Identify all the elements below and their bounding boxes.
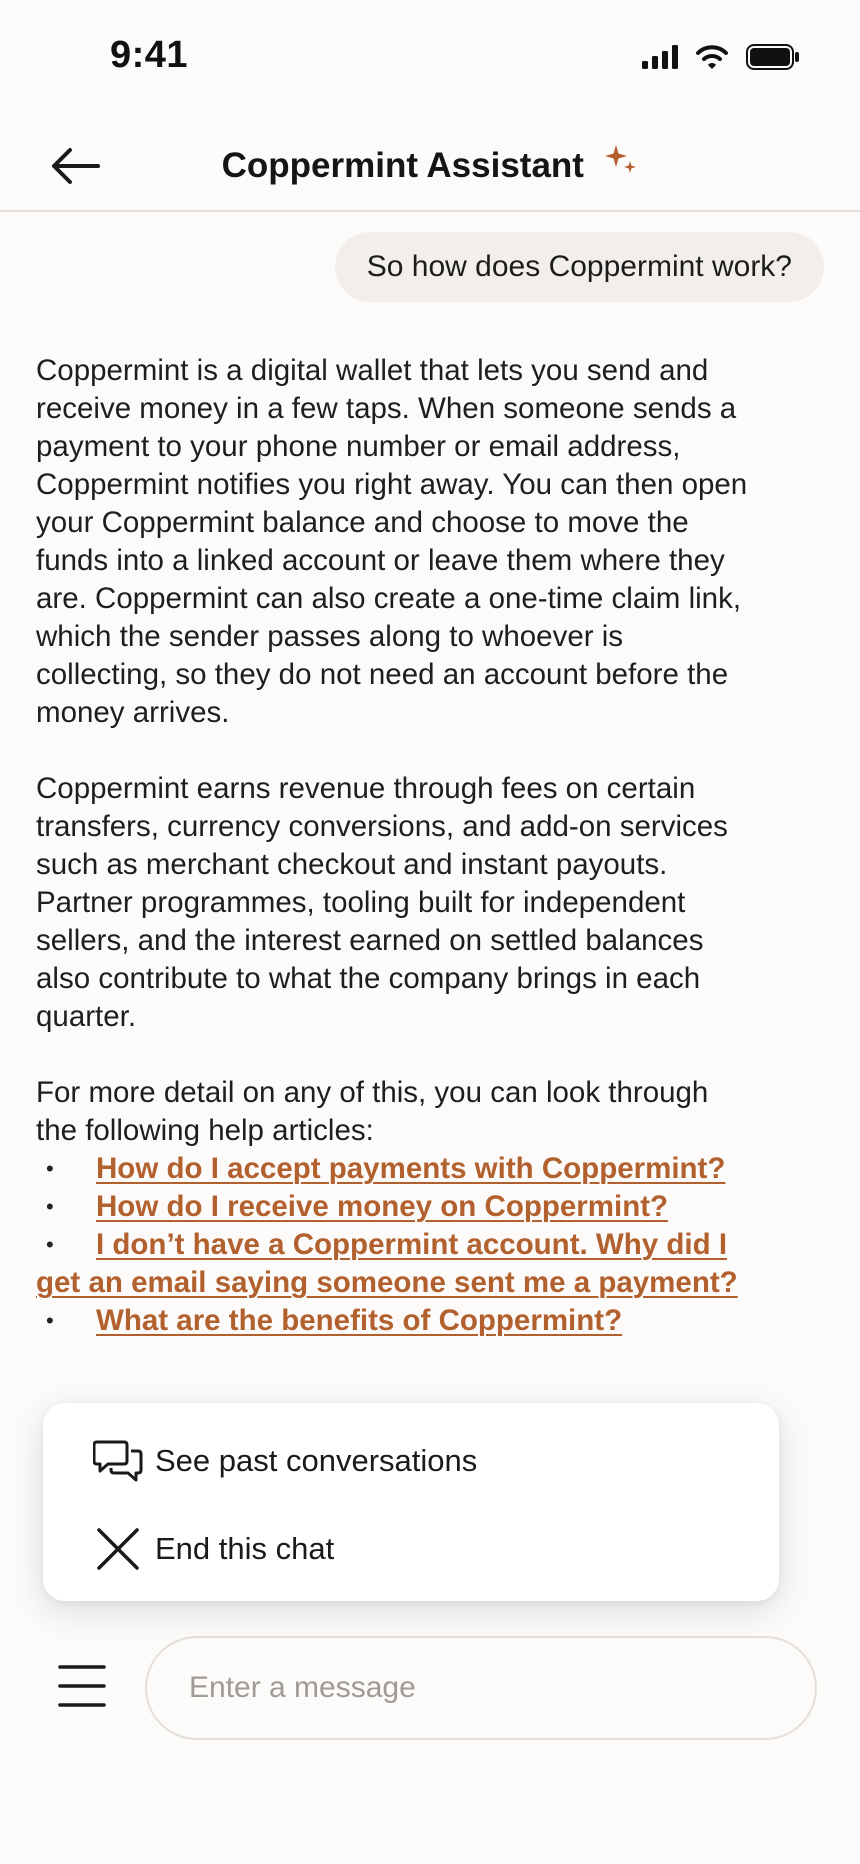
list-item bbox=[36, 1226, 756, 1302]
chat-bubbles-icon bbox=[93, 1436, 143, 1486]
list-item bbox=[36, 1150, 756, 1188]
help-articles-list bbox=[36, 1150, 756, 1340]
wifi-icon bbox=[696, 45, 728, 69]
battery-icon bbox=[746, 44, 800, 70]
help-article-link-receive-money[interactable]: How do I receive money on Coppermint? bbox=[96, 1190, 669, 1223]
page-title: Coppermint Assistant bbox=[221, 146, 584, 185]
assistant-message bbox=[36, 352, 756, 1340]
help-article-link-benefits[interactable]: What are the benefits of Coppermint? bbox=[96, 1304, 623, 1337]
menu-button[interactable] bbox=[58, 1664, 106, 1708]
list-item bbox=[36, 1302, 756, 1340]
cellular-signal-icon bbox=[642, 45, 678, 69]
hamburger-menu-icon bbox=[58, 1664, 106, 1708]
end-chat-item[interactable] bbox=[43, 1514, 779, 1584]
close-icon bbox=[93, 1524, 143, 1574]
message-input[interactable] bbox=[145, 1636, 817, 1740]
status-bar bbox=[0, 0, 860, 120]
sparkle-icon bbox=[604, 143, 638, 177]
chat-options-menu bbox=[43, 1403, 779, 1601]
assistant-paragraph: For more detail on any of this, you can look through the following help articles: bbox=[36, 1076, 709, 1147]
see-past-conversations-item[interactable] bbox=[43, 1426, 779, 1496]
user-message-bubble: So how does Coppermint work? bbox=[335, 232, 824, 302]
menu-item-label: See past conversations bbox=[155, 1443, 478, 1478]
chat-header bbox=[0, 120, 860, 212]
header-title-wrap bbox=[0, 146, 860, 186]
help-article-link-no-account[interactable]: I don’t have a Coppermint account. Why did I get an email saying someone sent me a payment? bbox=[36, 1228, 738, 1299]
menu-item-label: End this chat bbox=[155, 1531, 335, 1566]
status-icons bbox=[642, 44, 800, 70]
assistant-paragraph: Coppermint earns revenue through fees on certain transfers, currency conversions, and add-on services such as merchant checkout and instant payouts. Partner programmes, tooling built for independent sellers, and the interest earned on settled balances also contribute to what the company brings in each quarter. bbox=[36, 772, 728, 1033]
status-time: 9:41 bbox=[110, 34, 189, 76]
help-article-link-accept-payments[interactable]: How do I accept payments with Coppermint? bbox=[96, 1152, 726, 1185]
list-item bbox=[36, 1188, 756, 1226]
assistant-paragraph: Coppermint is a digital wallet that lets you send and receive money in a few taps. When someone sends a payment to your phone number or email address, Coppermint notifies you right away. You can then open your Coppermint balance and choose to move the funds into a linked account or leave them where they are. Coppermint can also create a one-time claim link, which the sender passes along to whoever is collecting, so they do not need an account before the money arrives. bbox=[36, 354, 748, 729]
